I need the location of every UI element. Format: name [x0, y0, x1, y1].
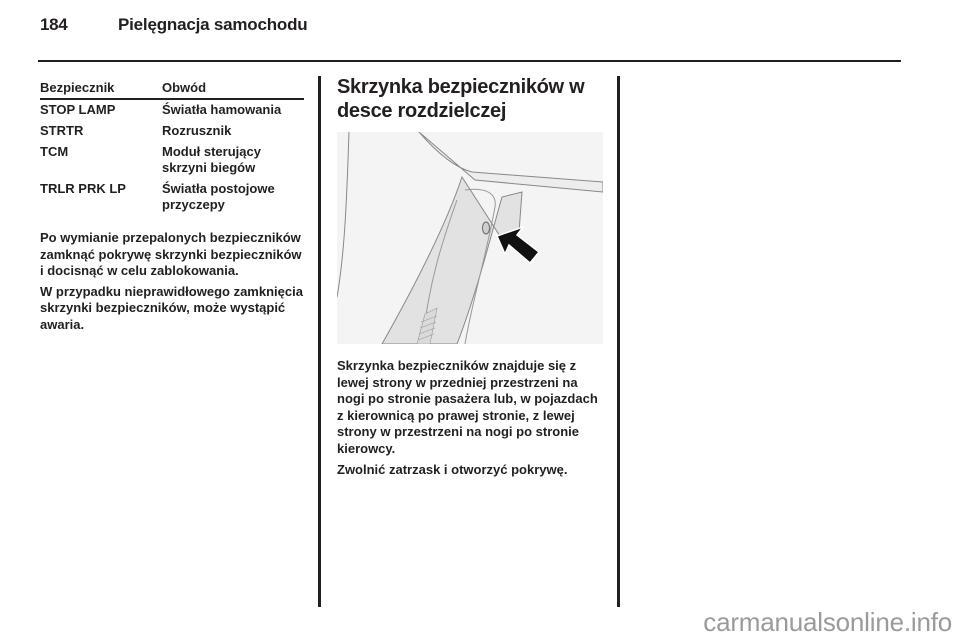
- column-divider-right: [617, 76, 620, 607]
- fuse-box-illustration: [337, 132, 603, 344]
- circuit-cell: Moduł sterujący skrzyni biegów: [162, 144, 261, 175]
- watermark: carmanualsonline.info: [703, 607, 952, 637]
- body-paragraph: Zwolnić zatrzask i otworzyć pokrywę.: [337, 462, 568, 477]
- circuit-cell: Światła postojowe przyczepy: [162, 181, 275, 212]
- page-header: [40, 10, 307, 40]
- page-section-title: Pielęgnacja samochodu: [118, 15, 308, 34]
- footwell-drawing: [337, 132, 603, 344]
- body-paragraph: Po wymianie przepalonych bezpieczników zamknąć pokrywę skrzynki bezpieczników i docisnąć w celu zablokowania.: [40, 230, 302, 278]
- right-column: [337, 75, 605, 484]
- column-header-fuse: Bezpiecznik: [40, 80, 162, 99]
- table-row: [40, 179, 304, 216]
- header-divider: [38, 60, 901, 62]
- circuit-cell: Światła hamowania: [162, 102, 282, 117]
- fuse-table: [40, 80, 304, 216]
- column-divider-left: [318, 76, 321, 607]
- fuse-cell: STOP LAMP: [40, 102, 116, 117]
- page-number: 184: [40, 15, 68, 34]
- table-header-row: [40, 80, 304, 99]
- column-header-circuit: Obwód: [162, 80, 304, 99]
- table-row: [40, 121, 304, 142]
- table-row: [40, 99, 304, 121]
- fuse-cell: STRTR: [40, 123, 84, 138]
- section-heading: Skrzynka bezpieczników w desce rozdzielczej: [337, 76, 585, 122]
- body-paragraph: Skrzynka bezpieczników znajduje się z lewej strony w przedniej przestrzeni na nogi po stronie pasażera lub, w pojazdach z kierownicą po prawej stronie, z lewej strony w przestrzeni na nogi po stronie kierowcy.: [337, 358, 598, 456]
- left-column: [40, 80, 305, 337]
- circuit-cell: Rozrusznik: [162, 123, 232, 138]
- fuse-cell: TRLR PRK LP: [40, 181, 126, 196]
- fuse-cell: TCM: [40, 144, 69, 159]
- body-paragraph: W przypadku nieprawidłowego zamknięcia skrzynki bezpieczników, może wystąpić awaria.: [40, 283, 303, 332]
- table-row: [40, 142, 304, 179]
